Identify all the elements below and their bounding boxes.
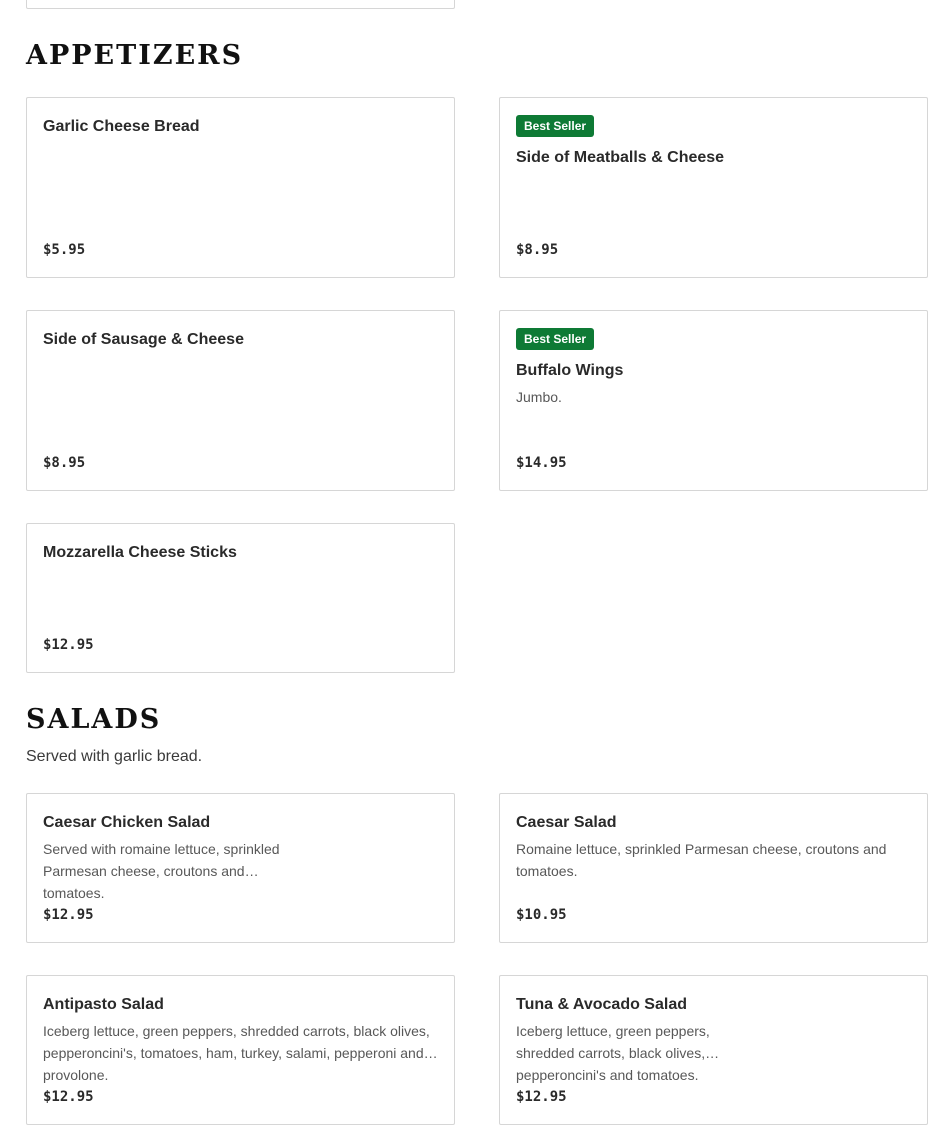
menu-item-name: Garlic Cheese Bread [43, 118, 200, 135]
menu-item-name: Buffalo Wings [516, 362, 624, 379]
menu-item-description: Iceberg lettuce, green peppers, shredded carrots, black olives, pepperoncini's and tomatoes. [516, 1023, 710, 1083]
menu-item-card-partial[interactable] [26, 0, 455, 9]
menu-item-name: Caesar Salad [516, 814, 617, 831]
menu-item-card[interactable] [26, 793, 455, 943]
menu-item-description: Jumbo. [516, 389, 562, 405]
section-title-appetizers: APPETIZERS [26, 40, 244, 71]
menu-item-name: Caesar Chicken Salad [43, 814, 211, 831]
best-seller-badge: Best Seller [516, 328, 594, 350]
menu-item-description: Iceberg lettuce, green peppers, shredded carrots, black olives, pepperoncini's, tomatoes, ham, turkey, salami, pepperoni and provolone. [43, 1023, 430, 1083]
menu-item-card[interactable] [499, 975, 928, 1125]
menu-item-card[interactable] [499, 310, 928, 491]
menu-item-name: Mozzarella Cheese Sticks [43, 544, 237, 561]
menu-item-price: $12.95 [43, 637, 94, 653]
menu-item-card[interactable] [26, 97, 455, 278]
section-subtitle: Served with garlic bread. [26, 748, 203, 765]
section-title-salads: SALADS [26, 704, 162, 735]
menu-item-price: $12.95 [516, 1089, 567, 1105]
menu-item-price: $8.95 [43, 455, 86, 471]
menu-item-name: Antipasto Salad [43, 996, 164, 1013]
menu-item-price: $10.95 [516, 907, 567, 923]
best-seller-badge: Best Seller [516, 115, 594, 137]
menu-item-description: Romaine lettuce, sprinkled Parmesan cheese, croutons and tomatoes. [516, 841, 887, 879]
menu-item-name: Tuna & Avocado Salad [516, 996, 687, 1013]
menu-item-price: $14.95 [516, 455, 567, 471]
menu-item-card[interactable] [26, 310, 455, 491]
menu-item-card[interactable] [499, 793, 928, 943]
menu-item-card[interactable] [499, 97, 928, 278]
menu-item-price: $5.95 [43, 242, 86, 258]
menu-item-name: Side of Meatballs & Cheese [516, 149, 725, 166]
menu-item-price: $12.95 [43, 907, 94, 923]
menu-item-card[interactable] [26, 523, 455, 673]
menu-item-name: Side of Sausage & Cheese [43, 331, 244, 348]
menu-item-price: $8.95 [516, 242, 559, 258]
menu-item-card[interactable] [26, 975, 455, 1125]
menu-item-price: $12.95 [43, 1089, 94, 1105]
menu-item-description: Served with romaine lettuce, sprinkled Parmesan cheese, croutons and tomatoes. [43, 841, 280, 901]
